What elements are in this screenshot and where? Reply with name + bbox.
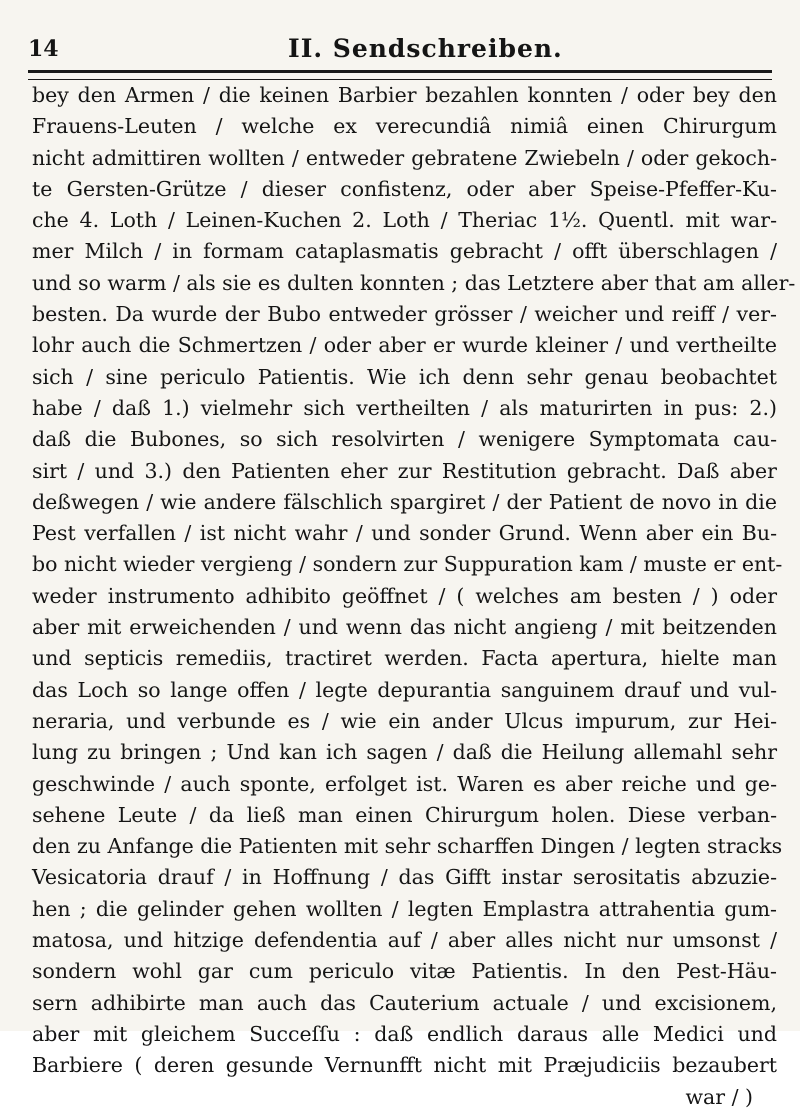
text-line: deßwegen / wie andere fälschlich spargiret / der Patient de novo in die	[32, 489, 777, 514]
text-line: matosa, und hitzige defendentia auf / aber alles nicht nur umsonst /	[32, 928, 777, 953]
text-line: bo nicht wieder vergieng / sondern zur Suppuration kam / muste er ent-	[32, 552, 783, 577]
text-line: che 4. Loth / Leinen-Kuchen 2. Loth / Theriac 1½. Quentl. mit war-	[32, 208, 777, 233]
text-line: das Loch so lange offen / legte depurantia sanguinem drauf und vul-	[32, 677, 777, 702]
text-line: den zu Anfange die Patienten mit sehr scharffen Dingen / legten stracks	[32, 834, 783, 859]
text-line: besten. Da wurde der Bubo entweder grösser / weicher und reiff / ver-	[32, 302, 777, 327]
text-line: sern adhibirte man auch das Cauterium actuale / und excisionem,	[32, 990, 777, 1015]
text-line: sehene Leute / da ließ man einen Chirurgum holen. Diese verban-	[32, 802, 777, 827]
text-line-last: war / )	[685, 1084, 753, 1109]
text-line: Barbiere ( deren gesunde Vernunfft nicht mit Præjudiciis bezaubert	[32, 1053, 777, 1078]
header-rule	[28, 70, 772, 80]
text-line: geschwinde / auch sponte, erfolget ist. Waren es aber reiche und ge-	[32, 771, 777, 796]
text-line: Vesicatoria drauf / in Hoffnung / das Gifft instar serositatis abzuzie-	[32, 865, 777, 890]
text-line: mer Milch / in formam cataplasmatis gebracht / offt überschlagen /	[32, 239, 777, 264]
text-line: bey den Armen / die keinen Barbier bezahlen konnten / oder bey den	[32, 83, 777, 107]
text-line: neraria, und verbunde es / wie ein ander Ulcus impurum, zur Hei-	[32, 708, 777, 733]
text-line: sich / sine periculo Patientis. Wie ich denn sehr genau beobachtet	[32, 364, 777, 389]
text-line: hen ; die gelinder gehen wollten / legten Emplastra attrahentia gum-	[32, 896, 777, 921]
text-line: nicht admittiren wollten / entweder gebratene Zwiebeln / oder gekoch-	[32, 145, 777, 170]
running-title: II. Sendschreiben.	[288, 34, 563, 63]
text-line: Pest verfallen / ist nicht wahr / und sonder Grund. Wenn aber ein Bu-	[32, 521, 777, 546]
text-line: Frauens-Leuten / welche ex verecundiâ nimiâ einen Chirurgum	[32, 114, 777, 139]
text-line: lohr auch die Schmertzen / oder aber er wurde kleiner / und vertheilte	[32, 333, 777, 358]
page-header	[28, 30, 768, 66]
text-line: lung zu bringen ; Und kan ich sagen / daß die Heilung allemahl sehr	[32, 740, 777, 765]
text-line: sirt / und 3.) den Patienten eher zur Restitution gebracht. Daß aber	[32, 458, 777, 483]
text-line: habe / daß 1.) vielmehr sich vertheilten / als maturirten in pus: 2.)	[32, 395, 777, 420]
body-text	[32, 80, 796, 1113]
text-line: sondern wohl gar cum periculo vitæ Patientis. In den Pest-Häu-	[32, 959, 777, 984]
text-line: weder instrumento adhibito geöffnet / ( welches am besten / ) oder	[32, 583, 777, 608]
page-number: 14	[28, 36, 59, 62]
text-line: aber mit erweichenden / und wenn das nicht angieng / mit beitzenden	[32, 615, 777, 640]
text-line: aber mit gleichem Succeſſu : daß endlich daraus alle Medici und	[32, 1021, 777, 1046]
text-line: und so warm / als sie es dulten konnten ; das Letztere aber that am aller-	[32, 270, 796, 295]
text-line: und septicis remediis, tractiret werden. Facta apertura, hielte man	[32, 646, 777, 671]
text-line: te Gersten-Grütze / dieser confistenz, oder aber Speise-Pfeffer-Ku-	[32, 176, 777, 201]
text-line: daß die Bubones, so sich resolvirten / wenigere Symptomata cau-	[32, 427, 777, 452]
